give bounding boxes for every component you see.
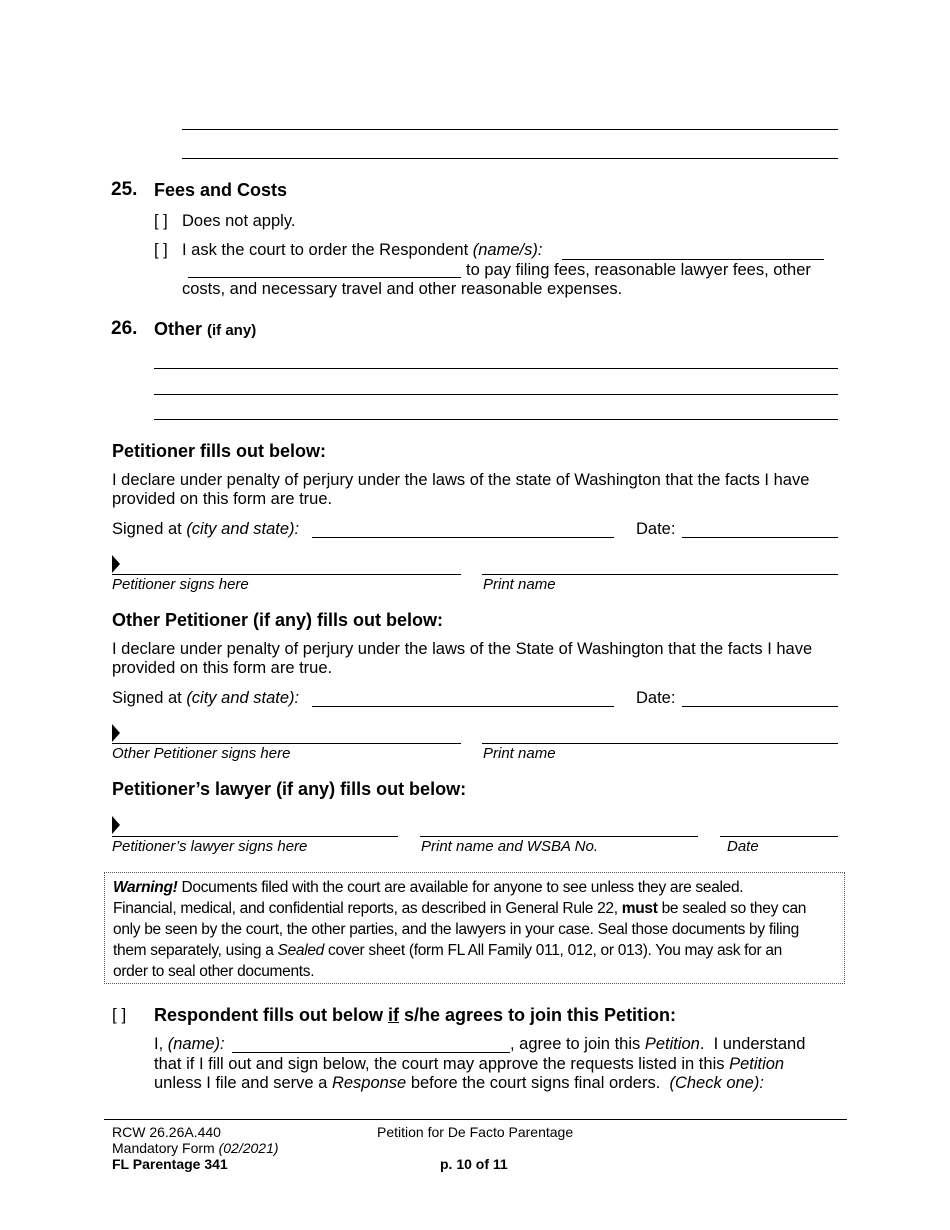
respondent-text: , agree to join this Petition. I understand	[510, 1035, 806, 1053]
warning-line: only be seen by the court, the other parties, and the lawyers in your case. Seal those documents by filing	[113, 921, 799, 938]
option-text: costs, and necessary travel and other reasonable expenses.	[182, 280, 623, 298]
warning-line: them separately, using a Sealed cover sheet (form FL All Family 011, 012, or 013). You may ask for an	[113, 942, 783, 959]
checkbox[interactable]: [ ]	[154, 241, 168, 259]
section-title: Fees and Costs	[154, 180, 288, 200]
respondent-checkbox[interactable]: [ ]	[112, 1005, 127, 1024]
print-name-caption: Print name	[483, 576, 556, 593]
signature-field[interactable]	[112, 574, 461, 575]
respondent-text: that if I fill out and sign below, the court may approve the requests listed in this Petition	[154, 1055, 785, 1073]
city-state-field[interactable]	[312, 706, 614, 707]
signature-caption: Other Petitioner signs here	[112, 745, 291, 762]
footer-title: Petition for De Facto Parentage	[377, 1124, 574, 1140]
date-label: Date:	[636, 689, 676, 707]
wsba-caption: Print name and WSBA No.	[421, 838, 599, 855]
warning-line: Financial, medical, and confidential reports, as described in General Rule 22, must be sealed so they can	[113, 900, 807, 917]
footer-rcw: RCW 26.26A.440	[112, 1124, 221, 1140]
lawyer-date-field[interactable]	[720, 836, 838, 837]
petitioner-heading: Petitioner fills out below:	[112, 441, 327, 461]
date-field[interactable]	[682, 537, 838, 538]
fill-line[interactable]	[182, 129, 838, 130]
respondent-text: unless I file and serve a Response before the court signs final orders. (Check one):	[154, 1074, 764, 1092]
section-number: 25.	[111, 179, 138, 200]
declaration: I declare under penalty of perjury under the laws of the State of Washington that the facts I have	[112, 640, 813, 658]
footer-form: FL Parentage 341	[112, 1156, 228, 1172]
lawyer-signature-caption: Petitioner’s lawyer signs here	[112, 838, 308, 855]
fill-line[interactable]	[182, 158, 838, 159]
wsba-field[interactable]	[420, 836, 698, 837]
signature-field[interactable]	[112, 743, 461, 744]
option-text: to pay filing fees, reasonable lawyer fees, other	[466, 261, 811, 279]
signed-at-label: Signed at (city and state):	[112, 520, 300, 538]
sign-marker-icon	[112, 724, 120, 742]
print-name-field[interactable]	[482, 743, 838, 744]
declaration: provided on this form are true.	[112, 490, 333, 508]
print-name-caption: Print name	[483, 745, 556, 762]
footer-page: p. 10 of 11	[440, 1156, 508, 1172]
option-text: I ask the court to order the Respondent (name/s):	[182, 241, 543, 259]
fill-line[interactable]	[154, 394, 838, 395]
checkbox[interactable]: [ ]	[154, 212, 168, 230]
fill-line[interactable]	[154, 419, 838, 420]
declaration: I declare under penalty of perjury under the laws of the state of Washington that the facts I have	[112, 471, 810, 489]
respondent-name-field[interactable]	[232, 1052, 510, 1053]
warning-box	[104, 872, 845, 984]
name-field[interactable]	[188, 277, 461, 278]
sign-marker-icon	[112, 555, 120, 573]
signed-at-label: Signed at (city and state):	[112, 689, 300, 707]
lawyer-heading: Petitioner’s lawyer (if any) fills out below:	[112, 779, 467, 799]
respondent-heading: Respondent fills out below if s/he agrees to join this Petition:	[154, 1005, 677, 1025]
section-number: 26.	[111, 318, 138, 339]
lawyer-signature-field[interactable]	[112, 836, 398, 837]
section-title: Other (if any)	[154, 319, 257, 339]
date-field[interactable]	[682, 706, 838, 707]
footer-mandatory: Mandatory Form (02/2021)	[112, 1140, 279, 1156]
footer-rule	[104, 1119, 847, 1120]
fill-line[interactable]	[154, 368, 838, 369]
city-state-field[interactable]	[312, 537, 614, 538]
option-label: Does not apply.	[182, 212, 296, 230]
other-petitioner-heading: Other Petitioner (if any) fills out below:	[112, 610, 444, 630]
name-field[interactable]	[562, 259, 824, 260]
warning-line: Warning! Documents filed with the court are available for anyone to see unless they are sealed.	[113, 879, 744, 896]
date-caption: Date	[727, 838, 759, 855]
sign-marker-icon	[112, 816, 120, 834]
declaration: provided on this form are true.	[112, 659, 333, 677]
date-label: Date:	[636, 520, 676, 538]
warning-line: order to seal other documents.	[113, 963, 315, 980]
signature-caption: Petitioner signs here	[112, 576, 249, 593]
print-name-field[interactable]	[482, 574, 838, 575]
respondent-text: I, (name):	[154, 1035, 225, 1053]
